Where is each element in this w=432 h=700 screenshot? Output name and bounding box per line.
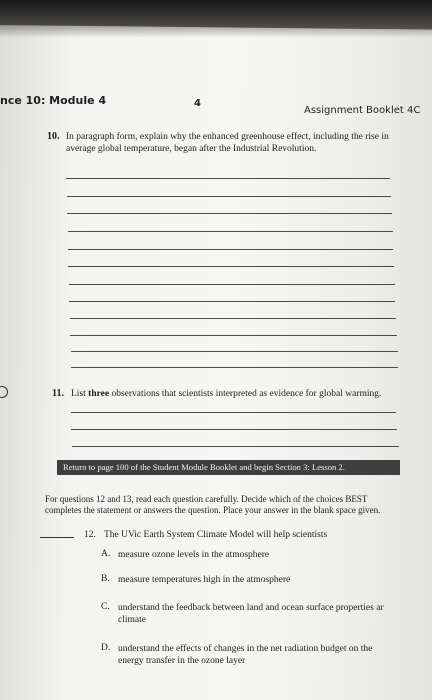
answer-line[interactable] — [68, 231, 393, 232]
choice-c-line-1: understand the feedback between land and ocean surface properties ar — [118, 603, 384, 613]
choice-c-line-2: climate — [118, 615, 146, 625]
question-12-number: 12. — [84, 530, 96, 540]
answer-line[interactable] — [71, 429, 397, 430]
question-11-lead: List — [71, 389, 89, 399]
question-11-emphasis: three — [88, 389, 110, 399]
answer-line[interactable] — [69, 284, 395, 285]
choice-b-line-1: measure temperatures high in the atmosphere — [118, 575, 291, 585]
question-11-number: 11. — [52, 388, 64, 399]
question-12-answer-blank[interactable] — [40, 537, 74, 538]
answer-line[interactable] — [67, 213, 392, 214]
question-11-text — [71, 388, 381, 400]
answer-line[interactable] — [68, 266, 394, 267]
choice-d-text[interactable] — [118, 643, 372, 667]
question-10-line-2: average global temperature, began after the Industrial Revolution. — [66, 144, 317, 154]
question-10-number: 10. — [47, 131, 60, 142]
choice-c-text[interactable] — [118, 602, 384, 626]
question-11-rest: observations that scientists interpreted as evidence for global warming. — [109, 389, 382, 399]
answer-line[interactable] — [71, 367, 398, 368]
course-module-header: nce 10: Module 4 — [0, 94, 107, 107]
answer-line[interactable] — [67, 196, 391, 197]
answer-line[interactable] — [71, 351, 398, 352]
instructions-line-1: For questions 12 and 13, read each question carefully. Decide which of the choices BEST — [45, 494, 368, 504]
answer-line[interactable] — [66, 178, 390, 179]
choice-b-letter[interactable]: B. — [101, 574, 110, 584]
choice-a-line-1: measure ozone levels in the atmosphere — [118, 550, 270, 560]
answer-line[interactable] — [71, 412, 396, 413]
return-to-booklet-banner: Return to page 100 of the Student Module Booklet and begin Section 3: Lesson 2. — [57, 460, 400, 475]
question-10-line-1: In paragraph form, explain why the enhanced greenhouse effect, including the rise in — [66, 132, 389, 142]
choice-c-letter[interactable]: C. — [101, 602, 110, 612]
dark-top-edge — [0, 0, 432, 38]
page-number: 4 — [194, 98, 201, 109]
answer-line[interactable] — [70, 335, 397, 336]
instructions-line-2: completes the statement or answers the question. Place your answer in the blank space given. — [45, 505, 381, 515]
choice-b-text[interactable] — [118, 574, 290, 586]
choice-a-letter[interactable]: A. — [101, 549, 111, 559]
answer-line[interactable] — [72, 446, 399, 447]
instructions — [45, 494, 425, 516]
choice-d-line-1: understand the effects of changes in the net radiation budget on the — [118, 644, 373, 654]
answer-line[interactable] — [69, 301, 395, 302]
question-12-text: The UVic Earth System Climate Model will help scientists — [104, 530, 328, 540]
question-10-text — [66, 131, 426, 155]
answer-line[interactable] — [70, 318, 396, 319]
choice-d-letter[interactable]: D. — [101, 643, 111, 653]
answer-line[interactable] — [68, 249, 393, 250]
choice-d-line-2: energy transfer in the ozone layer — [118, 656, 246, 666]
choice-a-text[interactable] — [118, 549, 269, 561]
paper-sheet — [0, 25, 432, 700]
booklet-title: Assignment Booklet 4C — [304, 105, 421, 116]
